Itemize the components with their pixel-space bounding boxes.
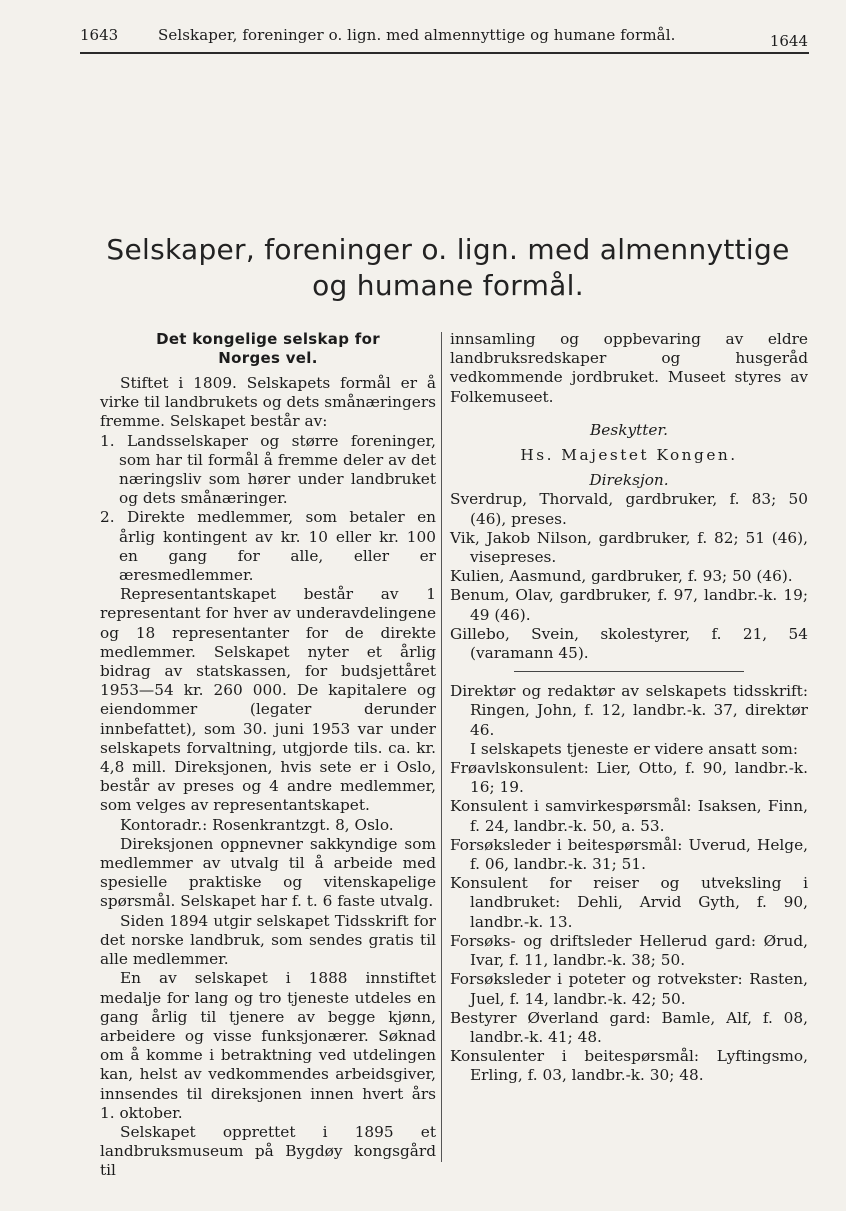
staff-entry: Bestyrer Øverland gard: Bamle, Alf, f. 08, landbr.-k. 41; 48. xyxy=(450,1008,808,1046)
section-heading xyxy=(100,330,436,368)
journal-paragraph: Siden 1894 utgir selskapet Tidsskrift for det norske landbruk, som sendes gratis til alle medlemmer. xyxy=(100,911,436,969)
medal-paragraph: En av selskapet i 1888 innstiftet medalje for lang og tro tjeneste utdeles en gang årlig til tjenere av begge kjønn, arbeidere og visse funksjonærer. Søknad om å komme i betraktning ved utdelingen kan, helst av vedkommendes arbeidsgiver, innsendes til direksjonen innen hvert års 1. oktober. xyxy=(100,969,436,1122)
intro-paragraph: Stiftet i 1809. Selskapets formål er å virke til landbrukets og dets smånæringers fremme. Selskapet består av: xyxy=(100,374,436,431)
board-member: Vik, Jakob Nilson, gardbruker, f. 82; 51 (46), visepreses. xyxy=(450,528,808,567)
page-number-right: 1644 xyxy=(769,32,808,50)
list-item: 1. Landsselskaper og større foreninger, som har til formål å fremme deler av det næringsliv som hører under landbruket og dets smånæringer. xyxy=(100,431,436,508)
board-heading: Direksjon. xyxy=(589,471,669,490)
staff-entry: Konsulenter i beitespørsmål: Lyftingsmo, Erling, f. 03, landbr.-k. 30; 48. xyxy=(450,1047,808,1085)
staff-entry: Konsulent for reiser og utveksling i landbruket: Dehli, Arvid Gyth, f. 90, landbr.-k. 13. xyxy=(450,874,808,931)
left-column xyxy=(100,330,436,1181)
page-title-line-2: og humane formål. xyxy=(312,269,584,302)
staff-entry: Konsulent i samvirkespørsmål: Isaksen, Finn, f. 24, landbr.-k. 50, a. 53. xyxy=(450,797,808,835)
staff-intro: I selskapets tjeneste er videre ansatt som: xyxy=(470,739,799,758)
right-column xyxy=(450,330,808,1086)
committees-paragraph: Direksjonen oppnevner sakkyndige som medlemmer av utvalg til å arbeide med spesielle praktiske og vitenskapelige spørsmål. Selskapet har f. t. 6 faste utvalg. xyxy=(100,834,436,911)
staff-entry: Frøavlskonsulent: Lier, Otto, f. 90, landbr.-k. 16; 19. xyxy=(450,759,808,797)
patron-name: Hs. Majestet Kongen. xyxy=(520,446,738,465)
header-rule xyxy=(80,52,809,54)
director-entry: Direktør og redaktør av selskapets tidsskrift: Ringen, John, f. 12, landbr.-k. 37, direktør 46. xyxy=(450,682,808,739)
running-title: Selskaper, foreninger o. lign. med almennyttige og humane formål. xyxy=(158,26,676,44)
list-item: 2. Direkte medlemmer, som betaler en årlig kontingent av kr. 10 eller kr. 100 en gang for alle, eller er æresmedlemmer. xyxy=(100,508,436,585)
running-header xyxy=(76,20,810,50)
page-title xyxy=(60,232,836,304)
board-member: Gillebo, Svein, skolestyrer, f. 21, 54 (varamann 45). xyxy=(450,624,808,663)
section-divider xyxy=(514,671,744,672)
staff-entry: Forsøksleder i beitespørsmål: Uverud, Helge, f. 06, landbr.-k. 31; 51. xyxy=(450,835,808,874)
representation-paragraph: Representantskapet består av 1 representant for hver av underavdelingene og 18 representanter for de direkte medlemmer. Selskapet nyter et årlig bidrag av statskassen, for budsjettåret 1953—54 kr. 260 000. De kapitalere og eiendommer (legater derunder innbefattet), som 30. juni 1953 var under selskapets forvaltning, utgjorde tils. ca. kr. 4,8 mill. Direksjonen, hvis sete er i Oslo, består av preses og 4 andre medlemmer, som velges av representantskapet. xyxy=(100,585,436,815)
museum-paragraph: Selskapet opprettet i 1895 et landbruksmuseum på Bygdøy kongsgård til xyxy=(100,1122,436,1180)
staff-entry: Forsøksleder i poteter og rotvekster: Rasten, Juel, f. 14, landbr.-k. 42; 50. xyxy=(450,970,808,1008)
office-address: Kontoradr.: Rosenkrantzgt. 8, Oslo. xyxy=(120,815,394,834)
board-member: Kulien, Aasmund, gardbruker, f. 93; 50 (46). xyxy=(450,567,793,586)
page-title-line-1: Selskaper, foreninger o. lign. med almennyttige xyxy=(106,233,790,266)
museum-continued: innsamling og oppbevaring av eldre landbruksredskaper og husgeråd vedkommende jordbruket. Museet styres av Folkemuseet. xyxy=(450,330,808,406)
board-member: Benum, Olav, gardbruker, f. 97, landbr.-k. 19; 49 (46). xyxy=(450,586,808,624)
section-heading-line-1: Det kongelige selskap for xyxy=(156,330,380,348)
page-number-left: 1643 xyxy=(80,26,119,44)
patron-heading: Beskytter. xyxy=(590,420,668,439)
staff-entry: Forsøks- og driftsleder Hellerud gard: Ørud, Ivar, f. 11, landbr.-k. 38; 50. xyxy=(450,931,808,970)
column-divider xyxy=(441,332,442,1162)
section-heading-line-2: Norges vel. xyxy=(218,349,318,367)
board-member: Sverdrup, Thorvald, gardbruker, f. 83; 50 (46), preses. xyxy=(450,490,808,528)
